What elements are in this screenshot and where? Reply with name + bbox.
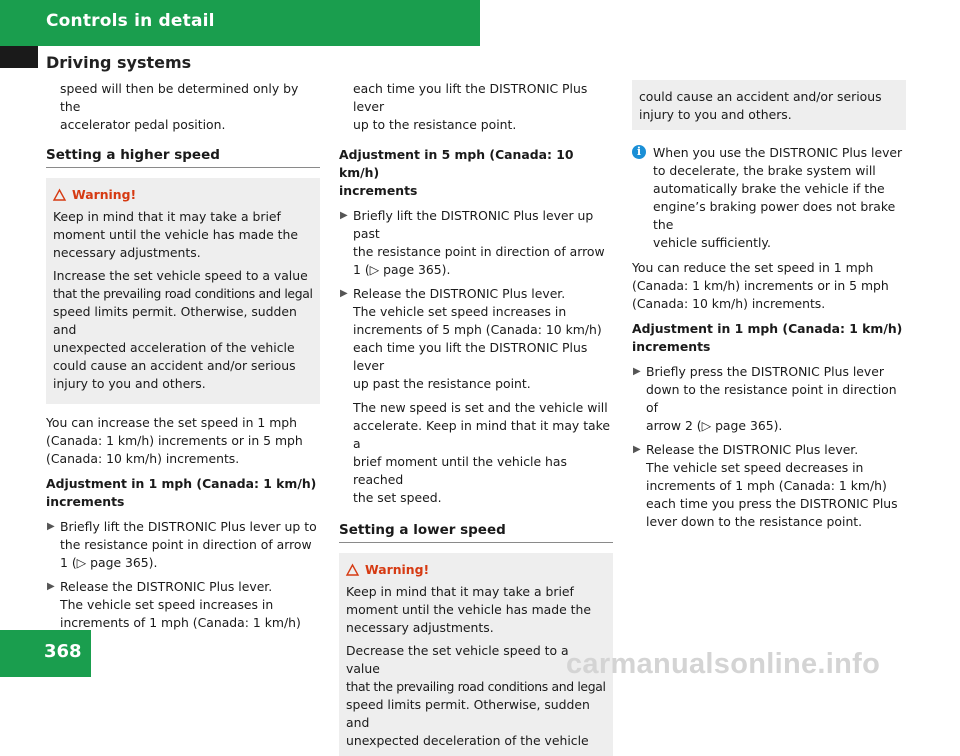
step-line: down to the resistance point in direction of xyxy=(646,382,897,415)
step-line: increments of 1 mph (Canada: 1 km/h) xyxy=(60,615,301,630)
paragraph-line: brief moment until the vehicle has reached xyxy=(353,454,567,487)
step-line: each time you lift the DISTRONIC Plus lever xyxy=(353,340,588,373)
warning-title-text: Warning! xyxy=(365,562,430,577)
subheading-5mph xyxy=(339,146,613,200)
warning-line: injury to you and others. xyxy=(639,107,792,122)
info-line: automatically brake the vehicle if the xyxy=(653,181,885,196)
section-title: Controls in detail xyxy=(46,11,215,31)
subheading-line: Adjustment in 1 mph (Canada: 1 km/h) xyxy=(632,321,903,336)
warning-line: unexpected acceleration of the vehicle xyxy=(53,340,295,355)
paragraph-line: You can increase the set speed in 1 mph xyxy=(46,415,298,430)
step-line: Briefly press the DISTRONIC Plus lever xyxy=(646,364,884,379)
reduce-paragraph xyxy=(632,259,906,313)
warning-line: Decrease the set vehicle speed to a value xyxy=(346,643,569,676)
paragraph-line: You can reduce the set speed in 1 mph xyxy=(632,260,874,275)
paragraph-line: up to the resistance point. xyxy=(353,117,517,132)
step-line: increments of 5 mph (Canada: 10 km/h) xyxy=(353,322,602,337)
step-line: the resistance point in direction of arrow xyxy=(353,244,605,259)
step-line: increments of 1 mph (Canada: 1 km/h) xyxy=(646,478,887,493)
header-tab-marker xyxy=(0,46,38,68)
step-line: 1 (▷ page 365). xyxy=(60,555,158,570)
warning-line: moment until the vehicle has made the xyxy=(53,227,298,242)
step-item xyxy=(632,363,906,435)
info-line: vehicle sufficiently. xyxy=(653,235,771,250)
continued-paragraph xyxy=(339,80,613,134)
step-item xyxy=(632,441,906,531)
step-line: 1 (▷ page 365). xyxy=(353,262,451,277)
warning-box-higher xyxy=(46,178,320,404)
step-line: lever down to the resistance point. xyxy=(646,514,863,529)
warning-paragraph-2 xyxy=(53,267,313,393)
warning-line: that the prevailing road conditions and legal xyxy=(346,679,606,694)
watermark-text: carmanualsonline.info xyxy=(566,648,881,680)
step-line: The vehicle set speed increases in xyxy=(353,304,567,319)
info-note xyxy=(632,144,906,252)
intro-paragraph xyxy=(46,80,320,134)
warning-triangle-icon xyxy=(346,564,359,576)
paragraph-line: The new speed is set and the vehicle will xyxy=(353,400,608,415)
step-item xyxy=(46,578,320,632)
triangle-arrow-icon: ▶ xyxy=(340,288,348,299)
warning-paragraph-1 xyxy=(346,583,606,637)
triangle-arrow-icon: ▶ xyxy=(47,521,55,532)
subheading-1mph xyxy=(46,475,320,511)
column-1 xyxy=(46,80,320,638)
warning-line: necessary adjustments. xyxy=(346,620,494,635)
page-number: 368 xyxy=(44,641,82,662)
triangle-arrow-icon: ▶ xyxy=(633,444,641,455)
subheading-line: Adjustment in 1 mph (Canada: 1 km/h) xyxy=(46,476,317,491)
step-line: each time you press the DISTRONIC Plus xyxy=(646,496,898,511)
subheading-line: increments xyxy=(46,494,125,509)
warning-line: Keep in mind that it may take a brief xyxy=(346,584,574,599)
warning-line: injury to you and others. xyxy=(53,376,206,391)
warning-title xyxy=(53,186,313,204)
intro-line-2: accelerator pedal position. xyxy=(60,117,226,132)
step-line: up past the resistance point. xyxy=(353,376,531,391)
step-line: The vehicle set speed decreases in xyxy=(646,460,864,475)
header-band xyxy=(0,0,480,46)
warning-line: speed limits permit. Otherwise, sudden and xyxy=(346,697,590,730)
page-number-block xyxy=(0,630,91,677)
warning-line: unexpected deceleration of the vehicle xyxy=(346,733,589,748)
subsection-title: Driving systems xyxy=(46,53,192,72)
triangle-arrow-icon: ▶ xyxy=(340,210,348,221)
warning-line: necessary adjustments. xyxy=(53,245,201,260)
step-line: Release the DISTRONIC Plus lever. xyxy=(646,442,859,457)
info-line: When you use the DISTRONIC Plus lever xyxy=(653,145,903,160)
intro-line-1: speed will then be determined only by the xyxy=(60,81,299,114)
step-line: Release the DISTRONIC Plus lever. xyxy=(60,579,273,594)
subheading-1mph xyxy=(632,320,906,356)
subheading-line: Adjustment in 5 mph (Canada: 10 km/h) xyxy=(339,147,574,180)
increase-paragraph xyxy=(46,414,320,468)
warning-paragraph-1 xyxy=(53,208,313,262)
triangle-arrow-icon: ▶ xyxy=(47,581,55,592)
heading-lower-speed: Setting a lower speed xyxy=(339,521,613,543)
paragraph-line: (Canada: 1 km/h) increments or in 5 mph xyxy=(632,278,889,293)
step-line: Briefly lift the DISTRONIC Plus lever up to xyxy=(60,519,317,534)
paragraph-line: (Canada: 1 km/h) increments or in 5 mph xyxy=(46,433,303,448)
step-line: The vehicle set speed increases in xyxy=(60,597,274,612)
warning-line: moment until the vehicle has made the xyxy=(346,602,591,617)
heading-higher-speed: Setting a higher speed xyxy=(46,146,320,168)
warning-line: could cause an accident and/or serious xyxy=(639,89,882,104)
paragraph-line: accelerate. Keep in mind that it may take a xyxy=(353,418,610,451)
column-3 xyxy=(632,80,906,537)
info-line: engine’s braking power does not brake the xyxy=(653,199,896,232)
warning-title-text: Warning! xyxy=(72,187,137,202)
step-line: arrow 2 (▷ page 365). xyxy=(646,418,783,433)
paragraph-line: (Canada: 10 km/h) increments. xyxy=(632,296,826,311)
paragraph-line: the set speed. xyxy=(353,490,442,505)
subheading-line: increments xyxy=(339,183,418,198)
step-line: Release the DISTRONIC Plus lever. xyxy=(353,286,566,301)
warning-line: speed limits permit. Otherwise, sudden and xyxy=(53,304,297,337)
paragraph-line: (Canada: 10 km/h) increments. xyxy=(46,451,240,466)
step-item xyxy=(339,207,613,279)
warning-line: Keep in mind that it may take a brief xyxy=(53,209,281,224)
step-note xyxy=(339,399,613,507)
warning-line: that the prevailing road conditions and legal xyxy=(53,286,313,301)
subheading-line: increments xyxy=(632,339,711,354)
warning-line: could cause an accident and/or serious xyxy=(53,358,296,373)
info-icon: i xyxy=(632,145,646,159)
warning-box-continued xyxy=(632,80,906,130)
info-line: to decelerate, the brake system will xyxy=(653,163,876,178)
step-item xyxy=(46,518,320,572)
triangle-arrow-icon: ▶ xyxy=(633,366,641,377)
step-line: Briefly lift the DISTRONIC Plus lever up past xyxy=(353,208,594,241)
warning-triangle-icon xyxy=(53,189,66,201)
step-line: the resistance point in direction of arrow xyxy=(60,537,312,552)
step-item xyxy=(339,285,613,393)
paragraph-line: each time you lift the DISTRONIC Plus lever xyxy=(353,81,588,114)
warning-title xyxy=(346,561,606,579)
warning-line: Increase the set vehicle speed to a value xyxy=(53,268,308,283)
